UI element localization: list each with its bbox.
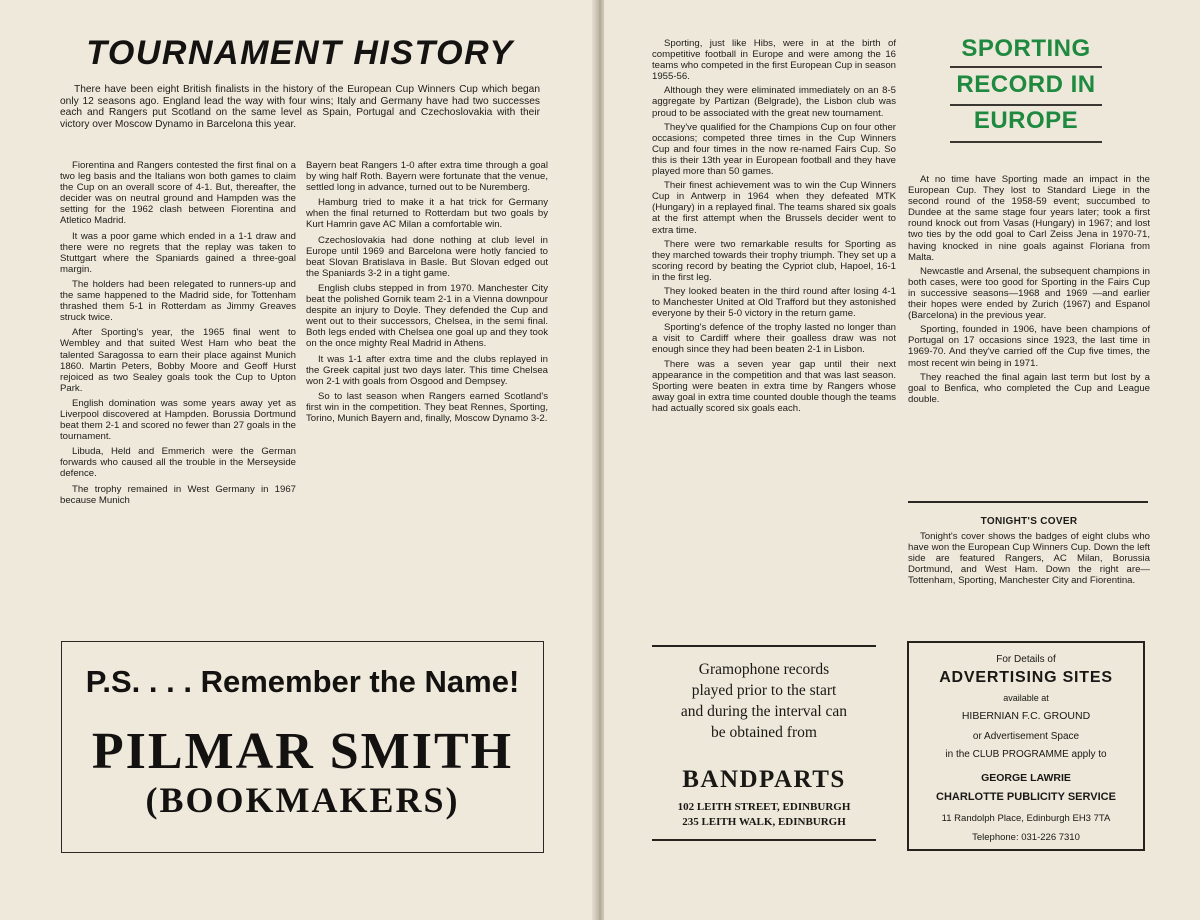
advert-line: HIBERNIAN F.C. GROUND <box>961 710 1091 722</box>
advert-address: 102 LEITH STREET, EDINBURGH <box>677 801 851 813</box>
paragraph: Hamburg tried to make it a hat trick for Germany when the final returned to Rotterdam but two goals by Kurt Hamrin gave AC Milan a comfortable win. <box>306 197 548 231</box>
paragraph: Libuda, Held and Emmerich were the German forwards who caused all the trouble in the Merseyside defence. <box>60 446 296 480</box>
pilmar-smith-advert <box>61 641 544 853</box>
left-page <box>0 0 596 920</box>
paragraph: It was 1-1 after extra time and the clubs replayed in the Greek capital just two days later. This time Chelsea won 2-1 with goals from Osgood and Dempsey. <box>306 353 548 387</box>
advert-title: ADVERTISING SITES <box>939 669 1113 686</box>
cover-heading: TONIGHT'S COVER <box>980 516 1078 527</box>
advert-tagline: P.S. . . . Remember the Name! <box>85 664 520 699</box>
paragraph: So to last season when Rangers earned Scotland's first win in the competition. They beat Rennes, Sporting, Torino, Munich Bayern and, finally, Moscow Dynamo 3-2. <box>306 390 548 424</box>
sporting-column-2 <box>908 174 1150 408</box>
advert-line: or Advertisement Space <box>972 731 1080 742</box>
heading-line: RECORD IN <box>956 71 1096 98</box>
advert-company-type: (BOOKMAKERS) <box>145 780 460 820</box>
paragraph: Tonight's cover shows the badges of eight clubs who have won the European Cup Winners Cup. Down the left side are featured Rangers, AC Milan, Borussia Dortmund, and West Ham. Down the right are—Tottenham, Sporting, Manchester City and Fiorentina. <box>908 531 1150 587</box>
intro-paragraph <box>60 84 540 135</box>
paragraph: At no time have Sporting made an impact in the European Cup. They lost to Standard Liege in the second round of the 1958-59 event; succumbed to Dundee at the same stage four years later; took a first round knock out from Vasas (Hungary) in 1967; and lost two ties by the odd goal to Carl Zeiss Jena in 1970-71, having knocked in nine goals against Floriana from Malta. <box>908 174 1150 263</box>
section-divider <box>908 501 1148 503</box>
paragraph: Their finest achievement was to win the Cup Winners Cup in Antwerp in 1964 when they defeated MTK (Hungary) in a replayed final. The teams shared six goals at the first attempt when the Brussels decider went to extra time. <box>652 180 896 236</box>
paragraph: Although they were eliminated immediately on an 8-5 aggregate by Partizan (Belgrade), the Lisbon club was proud to be associated with the great new tournament. <box>652 85 896 119</box>
paragraph: Fiorentina and Rangers contested the first final on a two leg basis and the Italians won both games to claim the Cup on an overall score of 4-1. But, thereafter, the decider was on neutral ground and Hampden was the setting for the 1962 clash between Fiorentina and Atletico Madrid. <box>60 160 296 227</box>
advert-line: and during the interval can <box>680 703 848 720</box>
paragraph: They looked beaten in the third round after losing 4-1 to Manchester United at Old Trafford but they astonished everyone by their 5-0 victory in the return game. <box>652 285 896 320</box>
paragraph: Sporting, just like Hibs, were in at the birth of competitive football in Europe and were among the 16 teams who competed in the first European Cup in season 1955-56. <box>652 38 896 83</box>
intro-text: There have been eight British finalists in the history of the European Cup Winners Cup which began only 12 seasons ago. England lead the way with four wins; Italy and Germany have had two successes each and Rangers put Scotland on the same level as Spain, Portugal and Czechoslovakia with their victory over Moscow Dynamo in Barcelona this year. <box>60 84 540 131</box>
advert-company: CHARLOTTE PUBLICITY SERVICE <box>936 791 1116 803</box>
advert-line: Gramophone records <box>698 661 830 678</box>
advert-line: For Details of <box>996 654 1056 665</box>
heading-divider <box>950 141 1102 143</box>
sporting-column-1 <box>652 38 896 417</box>
advert-address: 11 Randolph Place, Edinburgh EH3 7TA <box>941 813 1111 824</box>
paragraph: Newcastle and Arsenal, the subsequent champions in both cases, were too good for Sporting in the Fairs Cup in successive seasons—1968 and 1969 —and earlier their hopes were ended by Zurich (1967) and Espanol (Barcelona) in the previous year. <box>908 265 1150 322</box>
advert-address: 235 LEITH WALK, EDINBURGH <box>682 816 846 828</box>
paragraph: There was a seven year gap until their next appearance in the competition and that was last season. Sporting were beaten in extra time by Rangers whose away goal in extra time counted double though the teams had actually scored six goals each. <box>652 358 896 414</box>
paragraph: English clubs stepped in from 1970. Manchester City beat the polished Gornik team 2-1 in a Vienna downpour despite an injury to Doyle. They defended the Cup and went out to their successors, Chelsea, in the semi final. Both legs ended with Chelsea one goal up and they took on the once mighty Real Madrid in Athens. <box>306 282 548 350</box>
sporting-record-heading <box>941 31 1111 139</box>
advert-line: in the CLUB PROGRAMME apply to <box>945 749 1107 760</box>
advert-contact: GEORGE LAWRIE <box>981 772 1071 784</box>
heading-line: SPORTING <box>961 35 1091 62</box>
page-title: TOURNAMENT HISTORY <box>86 34 514 72</box>
paragraph: Bayern beat Rangers 1-0 after extra time through a goal by wing half Roth. Bayern were fortunate that the venue, settled long in advance, turned out to be Nuremberg. <box>306 160 548 194</box>
paragraph: Czechoslovakia had done nothing at club level in Europe until 1969 and Barcelona were hotly fancied to beat Slovan Bratislava in Basle. But Slovan edged out the Spaniards 3-2 in a tight game. <box>306 234 548 279</box>
paragraph: English domination was some years away yet as Liverpool discovered at Hampden. Borussia Dortmund beat them 2-1 and scored no fewer than 27 goals in the tournament. <box>60 397 296 443</box>
paragraph: Sporting's defence of the trophy lasted no longer than a visit to Cardiff where their goalless draw was not enough since they had been beaten 2-1 in Lisbon. <box>652 322 896 356</box>
paragraph: They've qualified for the Champions Cup on four other occasions; competed three times in the Cup Winners Cup and four times in the now re-named Fairs Cup. So this is their 13th year in European football and they have played more than 50 games. <box>652 121 896 178</box>
advert-line: played prior to the start <box>691 682 837 699</box>
cover-description <box>908 531 1150 590</box>
advert-line: be obtained from <box>711 724 817 741</box>
advert-phone: Telephone: 031-226 7310 <box>972 832 1080 843</box>
advert-rule <box>652 645 876 647</box>
paragraph: There were two remarkable results for Sporting as they marched towards their trophy triumph. They set up a scoring record by beating the Cypriot club, Hapoel, 16-1 in the first leg. <box>652 238 896 283</box>
heading-line: EUROPE <box>973 107 1079 134</box>
paragraph: The holders had been relegated to runners-up and the same happened to the Madrid side, for Tottenham thrashed them 5-1 in Rotterdam as Jimmy Greaves struck twice. <box>60 278 296 324</box>
paragraph: It was a poor game which ended in a 1-1 draw and there were no regrets that the replay was taken to Stuttgart where the Spaniards gained a three-goal margin. <box>60 230 296 275</box>
heading-divider <box>950 104 1102 106</box>
history-column-2 <box>306 160 548 428</box>
advert-line: available at <box>1003 693 1049 703</box>
history-column-1 <box>60 160 296 510</box>
paragraph: Sporting, founded in 1906, have been champions of Portugal on 17 occasions since 1923, the last time in 1969-70. And they've carried off the Cup five times, the most recent win being in 1971. <box>908 324 1150 369</box>
right-page <box>604 0 1200 920</box>
advert-rule <box>652 839 876 841</box>
paragraph: The trophy remained in West Germany in 1967 because Munich <box>60 483 296 506</box>
paragraph: After Sporting's year, the 1965 final went to Wembley and that suited West Ham who beat the talented Saragossa to earn their place against Munich 1860. Martin Peters, Bobby Moore and Geoff Hurst rejoiced as two Sealey goals took the Cup to Upton Park. <box>60 327 296 394</box>
advert-company-name: PILMAR SMITH <box>91 723 514 780</box>
advert-company-name: BANDPARTS <box>682 766 846 793</box>
advertising-sites-advert <box>907 641 1145 851</box>
heading-divider <box>950 66 1102 68</box>
paragraph: They reached the final again last term but lost by a goal to Benfica, who completed the Cup and League double. <box>908 371 1150 405</box>
bandparts-advert <box>652 645 876 845</box>
